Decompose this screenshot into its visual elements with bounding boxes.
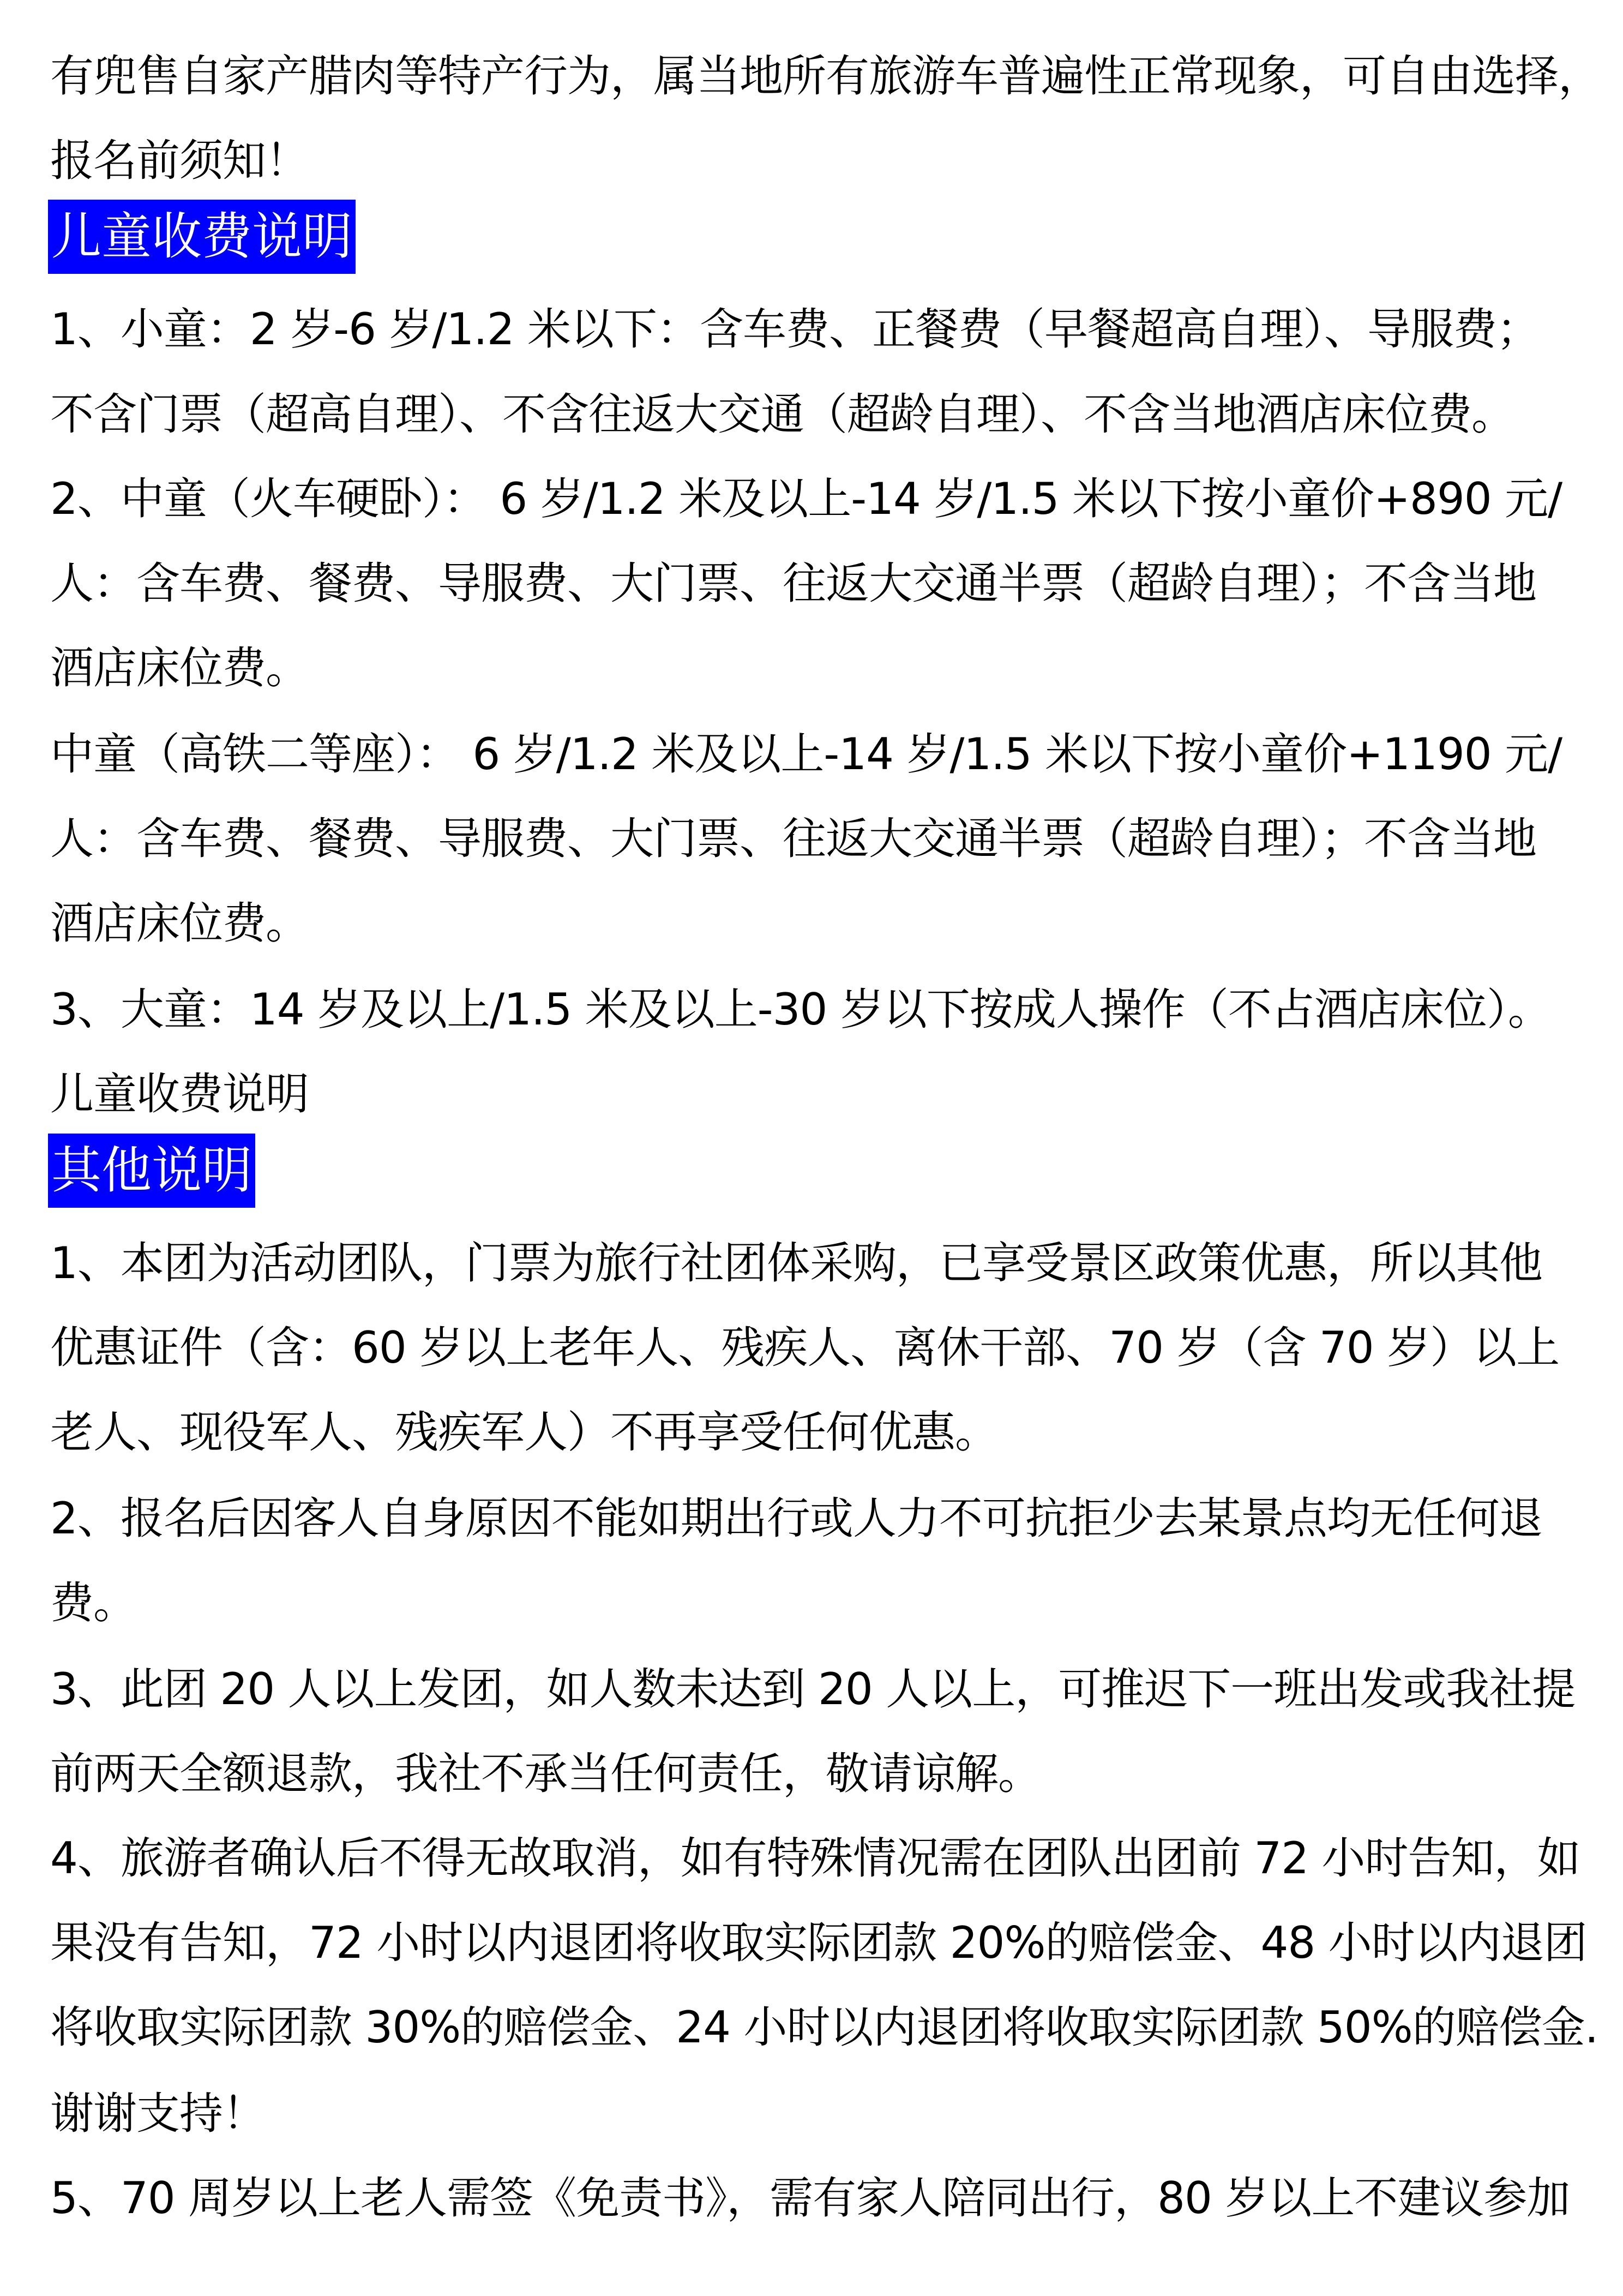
other-line: 老人、现役军人、残疾军人）不再享受任何优惠。 <box>50 1407 998 1458</box>
children-line: 2、中童（火车硬卧）： 6 岁/1.2 米及以上-14 岁/1.5 米以下按小童价+890 元/ <box>50 473 1562 524</box>
other-line: 2、报名后因客人自身原因不能如期出行或人力不可抗拒少去某景点均无任何退 <box>50 1493 1542 1544</box>
section-heading-other-notes: 其他说明 <box>48 1134 255 1208</box>
children-line: 中童（高铁二等座）： 6 岁/1.2 米及以上-14 岁/1.5 米以下按小童价+1190 元/ <box>50 729 1562 780</box>
children-line: 酒店床位费。 <box>50 643 309 693</box>
other-line: 谢谢支持！ <box>50 2088 266 2139</box>
other-line: 费。 <box>50 1578 136 1628</box>
children-line: 1、小童：2 岁-6 岁/1.2 米以下：含车费、正餐费（早餐超高自理）、导服费； <box>50 304 1540 355</box>
other-line: 5、70 周岁以上老人需签《免责书》，需有家人陪同出行，80 岁以上不建议参加 <box>50 2173 1570 2223</box>
children-line: 不含门票（超高自理）、不含往返大交通（超龄自理）、不含当地酒店床位费。 <box>50 389 1514 440</box>
children-line: 儿童收费说明 <box>50 1069 309 1119</box>
other-line: 3、此团 20 人以上发团，如人数未达到 20 人以上，可推迟下一班出发或我社提 <box>50 1664 1576 1714</box>
other-line: 优惠证件（含：60 岁以上老年人、残疾人、离休干部、70 岁（含 70 岁）以上 <box>50 1322 1560 1373</box>
other-line: 前两天全额退款，我社不承当任何责任，敬请谅解。 <box>50 1748 1041 1799</box>
children-line: 3、大童：14 岁及以上/1.5 米及以上-30 岁以下按成人操作（不占酒店床位）。 <box>50 984 1551 1035</box>
intro-line-2: 报名前须知！ <box>50 135 309 186</box>
children-line: 人：含车费、餐费、导服费、大门票、往返大交通半票（超龄自理）；不含当地 <box>50 813 1536 864</box>
other-line: 4、旅游者确认后不得无故取消，如有特殊情况需在团队出团前 72 小时告知，如 <box>50 1833 1580 1884</box>
section-heading-children-fees: 儿童收费说明 <box>48 200 356 274</box>
other-line: 将收取实际团款 30%的赔偿金、24 小时以内退团将收取实际团款 50%的赔偿金. <box>50 2002 1598 2053</box>
children-line: 酒店床位费。 <box>50 898 309 949</box>
children-line: 人：含车费、餐费、导服费、大门票、往返大交通半票（超龄自理）；不含当地 <box>50 558 1536 609</box>
other-line: 1、本团为活动团队，门票为旅行社团体采购，已享受景区政策优惠，所以其他 <box>50 1238 1542 1288</box>
other-line: 果没有告知，72 小时以内退团将收取实际团款 20%的赔偿金、48 小时以内退团 <box>50 1917 1587 1968</box>
intro-line-1: 有兜售自家产腊肉等特产行为，属当地所有旅游车普遍性正常现象，可自由选择， <box>50 51 1601 101</box>
